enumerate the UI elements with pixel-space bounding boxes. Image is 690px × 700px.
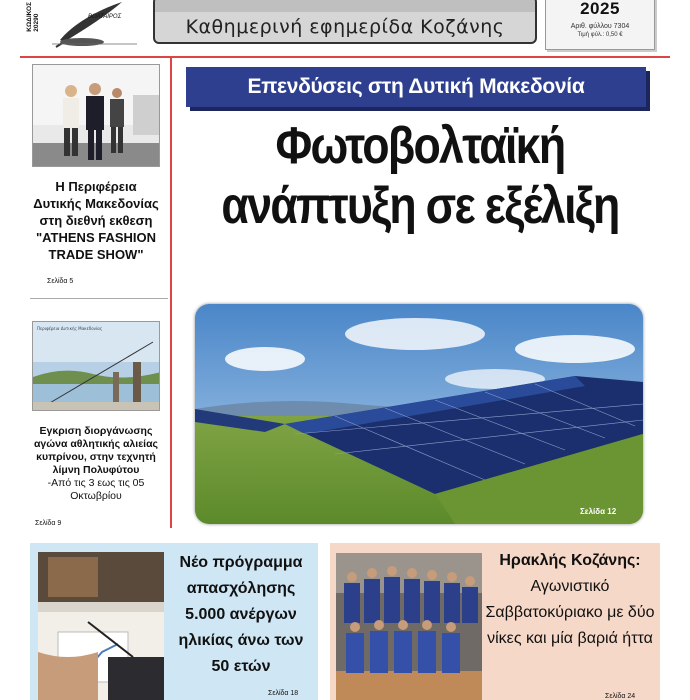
side-story-2-dates: -Από τις 3 εως τις 05 Οκτωβρίου bbox=[47, 477, 145, 502]
main-headline-line-1: Φωτοβολταϊκή bbox=[275, 117, 565, 175]
sport-story-team: Ηρακλής Κοζάνης: bbox=[499, 552, 641, 569]
quill-logo-icon bbox=[42, 0, 142, 48]
svg-text:Περιφέρεια Δυτικής Μακεδονίας: Περιφέρεια Δυτικής Μακεδονίας bbox=[37, 326, 103, 331]
sport-story-page: Σελίδα 24 bbox=[605, 693, 636, 700]
side-story-2-page: Σελίδα 9 bbox=[35, 520, 62, 527]
basketball-team-photo[interactable] bbox=[336, 553, 482, 700]
masthead-title-box bbox=[153, 0, 537, 44]
issue-number: Αριθ. φύλλου 7304 bbox=[570, 23, 630, 30]
masthead-logo-area bbox=[0, 0, 145, 50]
code-label bbox=[26, 2, 40, 32]
header-divider bbox=[20, 56, 670, 58]
side-story-1-headline[interactable]: Η Περιφέρεια Δυτικής Μακεδονίας στη διεθνή εκθεση "ATHENS FASHION TRADE SHOW" bbox=[33, 179, 159, 262]
issue-price: Τιμή φύλ.: 0,50 € bbox=[577, 32, 623, 38]
jobs-story-page: Σελίδα 18 bbox=[268, 690, 299, 697]
lake-fishing-photo[interactable] bbox=[32, 321, 160, 411]
sport-story-headline[interactable] bbox=[482, 548, 658, 652]
main-story-page: Σελίδα 12 bbox=[580, 507, 617, 516]
code-number: 20290 bbox=[33, 13, 40, 32]
sport-story-title: Αγωνιστικό Σαββατοκύριακο με δύο νίκες και μία βαριά ήττα bbox=[485, 578, 655, 647]
fashion-show-photo[interactable] bbox=[32, 64, 160, 167]
jobs-photo[interactable] bbox=[38, 552, 164, 700]
masthead-subtitle: Καθημερινή εφημερίδα Κοζάνης bbox=[185, 16, 505, 38]
main-headline[interactable] bbox=[214, 116, 627, 236]
column-divider bbox=[170, 58, 172, 528]
main-headline-line-2: ανάπτυξη σε εξέλιξη bbox=[221, 177, 619, 235]
quill-label: ΒΟΛΤΑΙΡΟΣ bbox=[88, 14, 122, 20]
main-story-banner: Επενδύσεις στη Δυτική Μακεδονία bbox=[186, 67, 646, 107]
masthead-title-strip bbox=[155, 0, 535, 12]
solar-panels-photo[interactable] bbox=[195, 304, 643, 524]
side-story-2-headline-main: Εγκριση διοργάνωσης αγώνα αθλητικής αλιείας κυπρίνου, στην τεχνητή λίμνη Πολυφύτου bbox=[33, 425, 159, 476]
issue-year: 2025 bbox=[580, 0, 620, 18]
side-divider bbox=[30, 298, 168, 299]
side-story-1-page: Σελίδα 5 bbox=[47, 278, 74, 285]
side-story-2-headline[interactable] bbox=[30, 425, 162, 503]
jobs-story-headline[interactable]: Νέο πρόγραμμα απασχόλησης 5.000 ανέργων ηλικίας άνω των 50 ετών bbox=[178, 554, 304, 675]
issue-info-box bbox=[545, 0, 655, 50]
code-label-text: ΚΩΔΙΚΟΣ bbox=[26, 2, 33, 32]
